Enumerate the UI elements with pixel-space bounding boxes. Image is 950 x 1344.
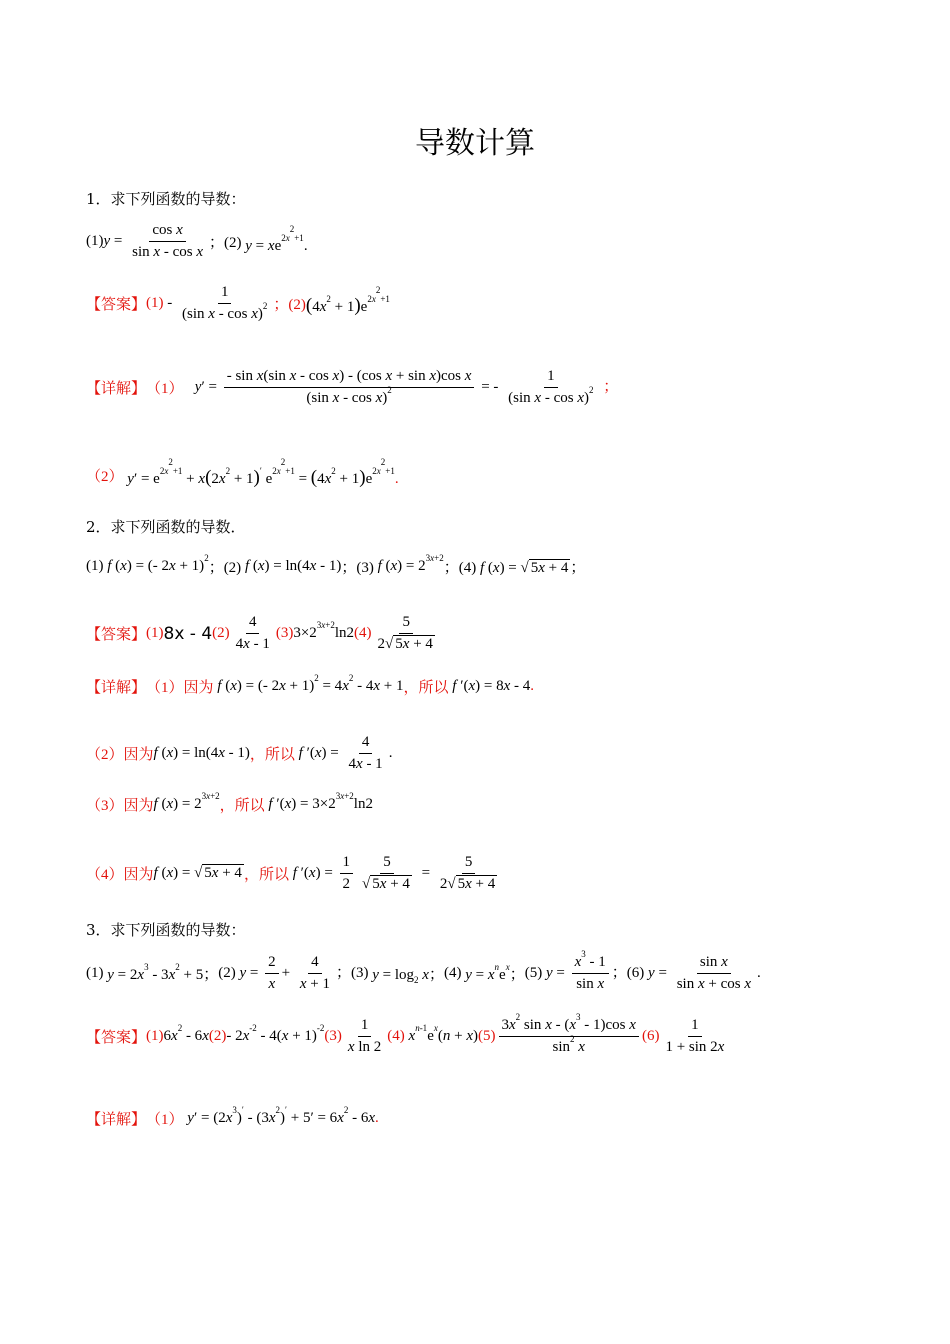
q3-answer-line [86, 1012, 730, 1057]
q2-detail-3-formula-b: f $'(x) = 3\times 2^{3x+2}\ln 2$ [268, 791, 373, 812]
q2-answer-3: $3\times 2^{3x+2}\ln 2$ [293, 620, 355, 642]
q2-detail-line-1 [86, 673, 535, 697]
q3-answer-6: $\frac{1}{1 + \sin 2x}$ [665, 1017, 725, 1056]
q3-part5-label: (5) [524, 965, 543, 982]
q2-answer-4-label: (4) [354, 625, 372, 642]
q3-part2-label: (2) [218, 965, 236, 982]
q1-detail-1-formula: y′ = $\frac{\text{- sin x(sin x - cos x) - (cos x + sin x)cos x}}{(\sin x - \cos x)^2}$ = - $\frac{1}{(\sin x - \cos x)^2}$ ； [194, 368, 619, 407]
q2-detail-1-formula-a: f (x) = (- $2x + 1)^2 = 4x^2 - 4x + 1$ [217, 673, 404, 694]
q2-prompt [86, 516, 246, 537]
q1-detail-2-formula: $y' = e^{2x^2+1} + x(2x^2 + 1)'$ $e^{2x^2+1} = (4x^2 + 1)e^{2x^2+1}$. [127, 457, 399, 488]
q2-detail-4-so: ，所以 [243, 867, 289, 884]
q3-formula-4: $y = x^ne^x$； [465, 962, 525, 984]
q3-answer-6-label: (6) [641, 1028, 660, 1045]
q1-part1-label: (1) [86, 233, 104, 250]
q3-answer-4: $x^{n-1}e^x(n + x)$ [408, 1023, 478, 1045]
q3-answer-2: - $2x^{-2} - 4(x + 1)^{-2}$ [226, 1023, 325, 1045]
q2-detail-2-formula-b: f ′(x) = $\frac{4}{4x - 1}$ . [298, 734, 393, 773]
q1-detail-line-2 [86, 457, 399, 489]
q3-detail-1-formula: $y' = (2x^3)' - (3x^2)' + 5' = 6x^2 - 6x$. [187, 1105, 379, 1126]
q3-answer-1-label: (1) [146, 1028, 164, 1045]
q3-detail-1-label: （1） [146, 1112, 184, 1128]
q2-formula-3: f $(x) = 2^{3x+2}$ [377, 553, 444, 574]
q2-detail-line-2 [86, 734, 392, 774]
q2-answer-2-label: (2) [212, 625, 230, 642]
q2-problem-line [86, 553, 586, 577]
q3-part1-label: (1) [86, 965, 104, 982]
q1-detail-tag: 【详解】 [86, 381, 147, 398]
q1-formula-1: y = $\frac{\text{cos x}}{\text{sin x - cos x}}$ [103, 222, 203, 261]
q2-answer-line [86, 614, 441, 654]
q2-prompt-text: 2．求下列函数的导数． [86, 518, 246, 536]
q2-detail-3-so: ，所以 [219, 798, 265, 814]
q2-answer-tag: 【答案】 [86, 627, 147, 644]
q2-detail-4-formula-a: f (x) = √ 5x + 4 [153, 865, 242, 882]
q2-detail-1-formula-b: f ′(x) = 8x - 4. [452, 678, 535, 694]
q2-detail-line-4 [86, 854, 503, 894]
q3-formula-3: $y = \log_2 x$； [372, 967, 444, 986]
q3-formula-6: y = $\frac{\text{sin x}}{\text{sin x + cos x}}$ . [648, 954, 761, 993]
q1-answer-tag: 【答案】 [86, 297, 147, 314]
q3-answer-3: $\frac{1}{\text{x ln 2}}$ [347, 1017, 382, 1056]
q3-answer-3-label: (3) [324, 1028, 342, 1045]
q1-answer-line [86, 284, 390, 324]
q1-answer-1-label: (1) [146, 295, 164, 312]
q3-answer-4-label: (4) [387, 1028, 405, 1045]
q3-prompt [86, 919, 246, 940]
q1-detail-line-1 [86, 368, 618, 408]
q3-detail-line-1 [86, 1105, 379, 1129]
q1-detail-2-label: （2） [86, 469, 124, 485]
q2-detail-2-formula-a: f (x) = ln(4x - 1) [153, 745, 250, 762]
q2-formula-2: f (x) = ln(4x - 1) [244, 558, 342, 574]
q2-part4-label: ；(4) [443, 560, 477, 576]
q3-part6-label: (6) [626, 965, 645, 982]
q3-part3-label: (3) [350, 965, 369, 982]
q3-answer-tag: 【答案】 [86, 1030, 147, 1047]
q3-answer-1: $6x^2 - 6x$ [163, 1023, 209, 1045]
q3-prompt-text: 3．求下列函数的导数： [86, 921, 246, 939]
q3-answer-5-label: (5) [478, 1028, 496, 1045]
q2-answer-4: $\frac{5}{2√ 5x + 4}$ [377, 614, 433, 653]
q2-detail-tag: 【详解】 [86, 680, 147, 696]
q3-answer-5: $\frac{3x^2 \sin x - (x^3 - 1)\cos x}{\sin^2 x}$ [496, 1017, 642, 1057]
q2-detail-1-label: （1）因为 [146, 680, 214, 696]
q3-problem-line [86, 949, 761, 994]
page-title: 导数计算 [415, 126, 535, 161]
q2-formula-4: f (x) = √ 5x + 4 ； [479, 560, 586, 576]
q3-formula-1: $y = 2x^3 - 3x^2 + 5$； [107, 962, 219, 984]
q2-detail-2-so: ，所以 [249, 747, 295, 764]
q2-part1-label: (1) [86, 558, 104, 574]
q2-answer-1: 8x - 4 [163, 623, 213, 644]
q1-prompt-text: 1．求下列函数的导数： [86, 190, 246, 208]
q2-detail-4-label: （4）因为 [86, 867, 154, 884]
q1-detail-1-label: （1） [146, 381, 184, 398]
q1-answer-2-label: ；(2) [273, 297, 306, 314]
q2-detail-2-label: （2）因为 [86, 747, 154, 764]
q2-answer-1-label: (1) [146, 625, 164, 642]
q3-detail-tag: 【详解】 [86, 1112, 147, 1128]
q2-detail-1-so: ，所以 [403, 680, 449, 696]
q1-prompt [86, 188, 246, 209]
q3-formula-2: y = $\frac{2}{x}$ + $\frac{4}{x + 1}$ ； [239, 954, 351, 993]
q2-answer-3-label: (3) [275, 625, 294, 642]
q2-detail-3-formula-a: f $(x) = 2^{3x+2}$ [153, 791, 220, 812]
q1-part2-label: ；(2) [209, 235, 242, 252]
q2-detail-4-formula-b: f ′(x) = $\frac{1}{2}$ $\frac{5}{√ 5x + 4}$ = $\frac{5}{2√ 5x + 4}$ [292, 854, 496, 893]
q2-formula-1: f (x) = (- 2x + 1)$^2$ [107, 553, 209, 574]
q2-detail-3-label: （3）因为 [86, 798, 154, 814]
q1-problem-line [86, 222, 308, 262]
q3-formula-5: y = $\frac{x^3 - 1}{\text{sin x}}$ ； [545, 949, 627, 993]
q2-detail-line-3 [86, 791, 373, 815]
q2-answer-2: $\frac{4}{4x - 1}$ [235, 614, 270, 653]
q3-part4-label: (4) [443, 965, 462, 982]
q1-answer-1: - $\frac{1}{(\sin x - \cos x)^2}$ [163, 284, 268, 323]
q3-answer-2-label: (2) [208, 1028, 227, 1045]
q1-answer-2: $(4x^2 + 1)e^{2x^2+1}$ [305, 285, 390, 317]
q2-part3-label: ；(3) [341, 560, 374, 576]
q2-part2-label: ；(2) [208, 560, 242, 576]
q1-formula-2: $y = xe^{2x^2+1}$. [245, 223, 308, 254]
